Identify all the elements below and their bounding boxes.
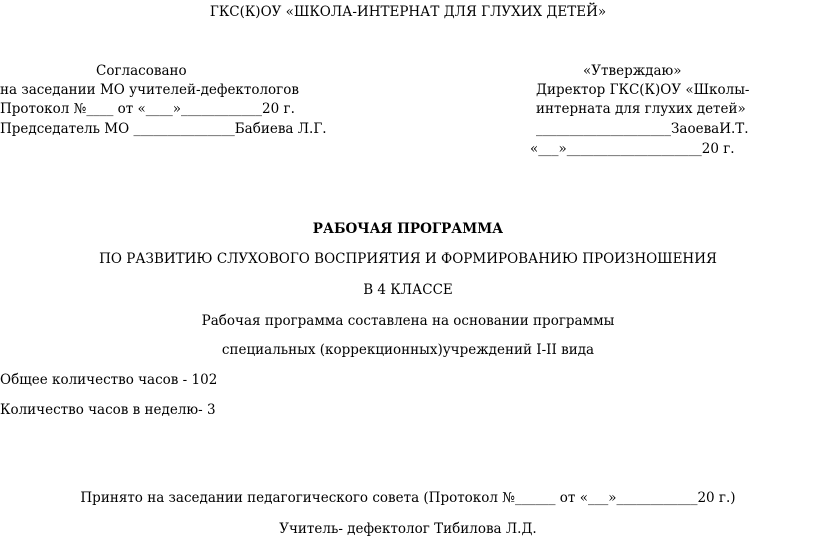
program-title: РАБОЧАЯ ПРОГРАММА bbox=[312, 221, 504, 237]
approval-left-meeting: на заседании МО учителей-дефектологов bbox=[0, 82, 299, 98]
program-basis-line2: специальных (коррекционных)учреждений I-II вида bbox=[221, 342, 595, 358]
total-hours: Общее количество часов - 102 bbox=[0, 372, 218, 388]
approval-right-director: Директор ГКС(К)ОУ «Школы- bbox=[536, 82, 750, 98]
weekly-hours: Количество часов в неделю- 3 bbox=[0, 402, 216, 418]
program-grade: В 4 КЛАССЕ bbox=[363, 282, 453, 298]
approval-right-date: «___»____________________20 г. bbox=[530, 141, 735, 157]
teacher-name: Учитель- дефектолог Тибилова Л.Д. bbox=[279, 521, 537, 537]
approval-left-protocol: Протокол №____ от «____»____________20 г. bbox=[0, 101, 295, 117]
institution-header: ГКС(К)ОУ «ШКОЛА-ИНТЕРНАТ ДЛЯ ГЛУХИХ ДЕТЕЙ» bbox=[209, 4, 607, 20]
approval-right-title: «Утверждаю» bbox=[583, 63, 682, 79]
approval-right-school: интерната для глухих детей» bbox=[536, 101, 746, 117]
approval-right-signature: ____________________ЗаоеваИ.Т. bbox=[536, 121, 749, 137]
council-acceptance: Принято на заседании педагогического совета (Протокол №______ от «___»____________20 г.) bbox=[80, 490, 736, 506]
program-subtitle: ПО РАЗВИТИЮ СЛУХОВОГО ВОСПРИЯТИЯ И ФОРМИРОВАНИЮ ПРОИЗНОШЕНИЯ bbox=[99, 251, 717, 267]
approval-left-title: Согласовано bbox=[96, 63, 187, 79]
approval-left-chairman: Председатель МО _______________Бабиева Л.Г. bbox=[0, 121, 327, 137]
program-basis-line1: Рабочая программа составлена на основании программы bbox=[201, 313, 615, 329]
